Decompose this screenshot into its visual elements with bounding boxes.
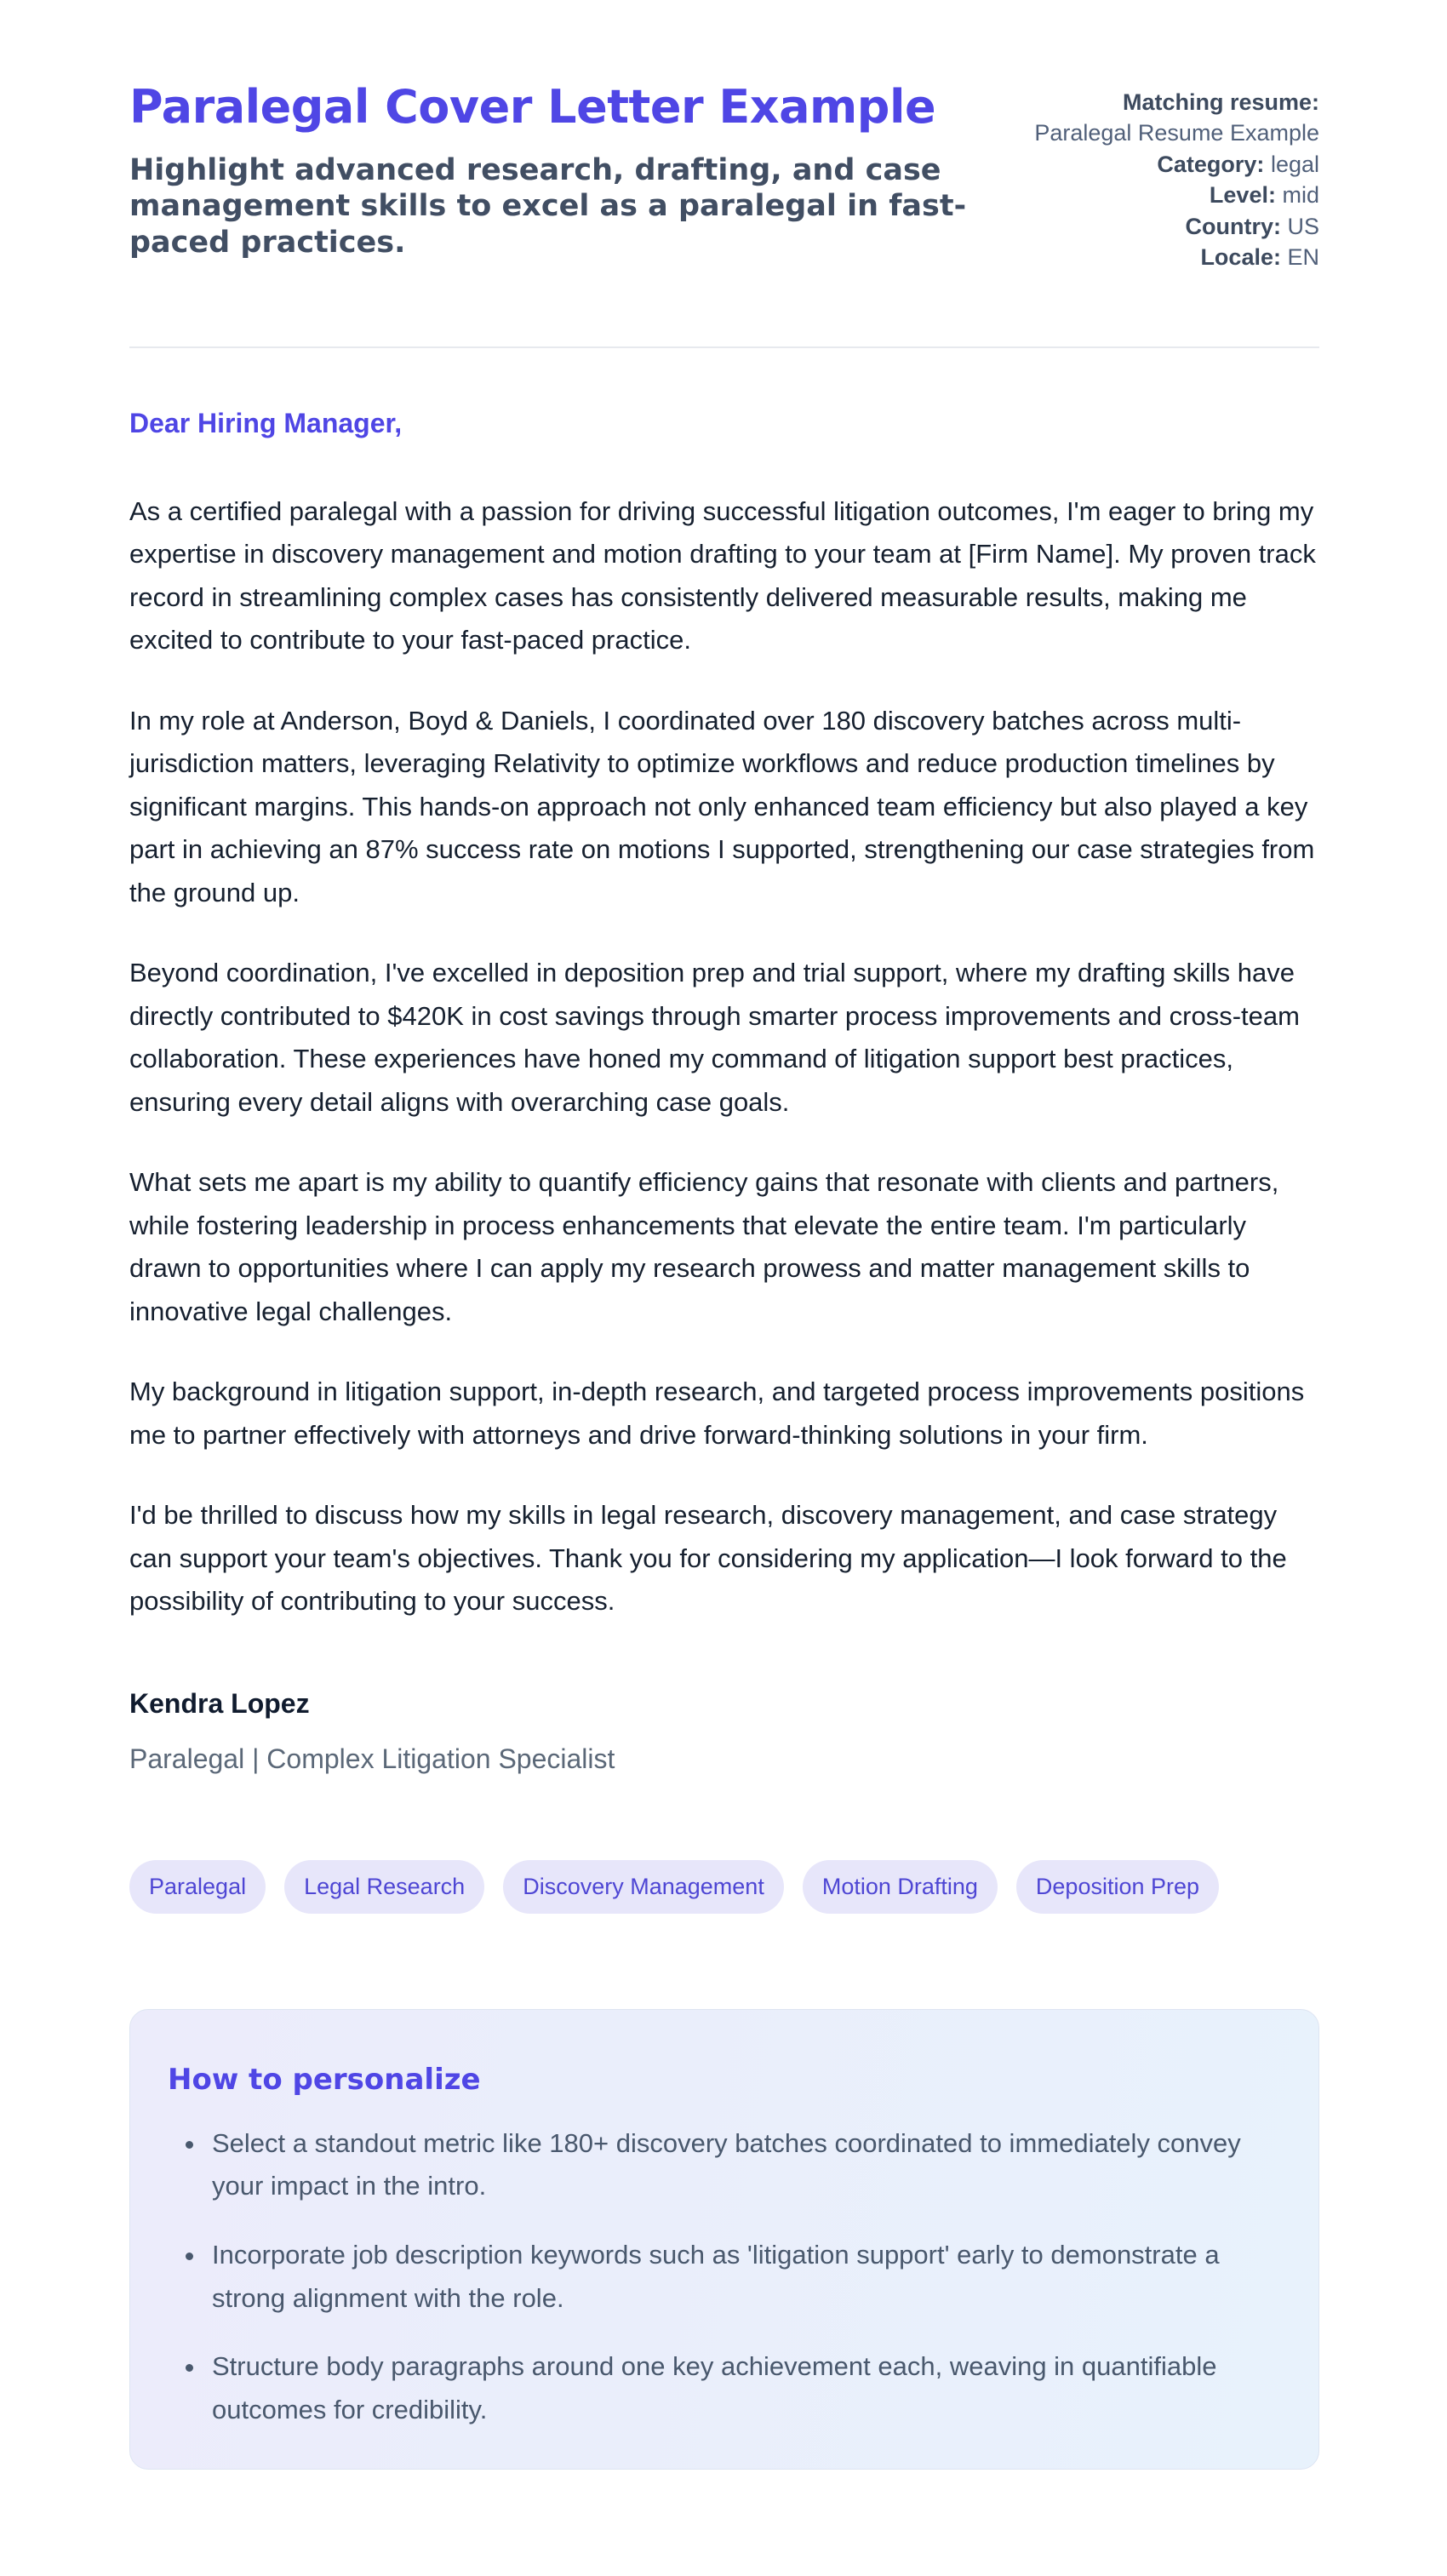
meta-matching-resume-label: Matching resume: (1122, 89, 1319, 115)
meta-matching-resume (1030, 87, 1319, 149)
signature-name: Kendra Lopez (129, 1687, 310, 1719)
personalize-box (129, 2009, 1319, 2470)
tag-legal-research[interactable]: Legal Research (284, 1860, 484, 1914)
tag-discovery-management[interactable]: Discovery Management (503, 1860, 784, 1914)
meta-locale-label: Locale: (1200, 244, 1281, 271)
meta-country-value: US (1287, 213, 1319, 239)
personalize-tip-1: • Select a standout metric like 180+ discovery batches coordinated to immediately convey your impact in the intro. (207, 2122, 1276, 2208)
letter-greeting: Dear Hiring Manager, (129, 407, 403, 438)
resume-meta (1030, 83, 1319, 273)
personalize-heading: How to personalize (168, 2062, 481, 2097)
meta-matching-resume-value: Paralegal Resume Example (1034, 120, 1319, 146)
meta-level-value: mid (1282, 182, 1319, 209)
tag-motion-drafting[interactable]: Motion Drafting (803, 1860, 998, 1914)
meta-locale-value: EN (1287, 244, 1319, 271)
personalize-tips-list (168, 2122, 1276, 2431)
meta-level (1030, 180, 1319, 210)
page-header (129, 80, 1319, 348)
meta-category-label: Category: (1157, 151, 1265, 177)
tag-paralegal[interactable]: Paralegal (129, 1860, 266, 1914)
skill-tags (129, 1860, 1319, 1914)
letter-paragraph-1: As a certified paralegal with a passion for driving successful litigation outcomes, I'm eager to bring my expertise in discovery management and motion drafting to your team at [Firm Name]. My proven track record in streamlining complex cases has consistently delivered measurable results, making me excited to contribute to your fast-paced practice. (129, 495, 1316, 655)
meta-category-value: legal (1270, 151, 1319, 177)
letter-paragraph-6: I'd be thrilled to discuss how my skills in legal research, discovery management, and case strategy can support your team's objectives. Thank you for considering my application—I look forward to the possibility of contributing to your success. (129, 1500, 1287, 1617)
meta-category (1030, 149, 1319, 180)
personalize-tip-3: • Structure body paragraphs around one key achievement each, weaving in quantifiable outcomes for credibility. (207, 2345, 1276, 2431)
letter-paragraph-5: My background in litigation support, in-depth research, and targeted process improvements positions me to partner effectively with attorneys and drive forward-thinking solutions in your firm. (129, 1377, 1305, 1450)
page-title: Paralegal Cover Letter Example (129, 80, 936, 134)
letter-body (129, 348, 1319, 1775)
letter-paragraph-4: What sets me apart is my ability to quantify efficiency gains that resonate with clients and partners, while fostering leadership in process enhancements that elevate the entire team. I'm particularly drawn to opportunities where I can apply my research prowess and matter management skills to innovative legal challenges. (129, 1167, 1279, 1326)
meta-level-label: Level: (1209, 182, 1276, 209)
meta-locale (1030, 242, 1319, 272)
letter-paragraph-3: Beyond coordination, I've excelled in deposition prep and trial support, where my drafting skills have directly contributed to $420K in cost savings through smarter process improvements and cross-team collaboration. These experiences have honed my command of litigation support best practices, ensuring every detail aligns with overarching case goals. (129, 958, 1300, 1117)
tag-deposition-prep[interactable]: Deposition Prep (1016, 1860, 1219, 1914)
header-titles (129, 80, 1030, 261)
personalize-tip-2: • Incorporate job description keywords such as 'litigation support' early to demonstrate a strong alignment with the role. (207, 2234, 1276, 2320)
page-subtitle: Highlight advanced research, drafting, and case management skills to excel as a paralegal in fast-paced practices. (129, 152, 967, 260)
meta-country-label: Country: (1185, 213, 1281, 239)
meta-country (1030, 211, 1319, 242)
letter-paragraph-2: In my role at Anderson, Boyd & Daniels, I coordinated over 180 discovery batches across multi-jurisdiction matters, leveraging Relativity to optimize workflows and reduce production timelines by significant margins. This hands-on approach not only enhanced team efficiency but also played a key part in achieving an 87% success rate on motions I supported, strengthening our case strategies from the ground up. (129, 705, 1315, 907)
signature-role: Paralegal | Complex Litigation Specialist (129, 1743, 615, 1774)
